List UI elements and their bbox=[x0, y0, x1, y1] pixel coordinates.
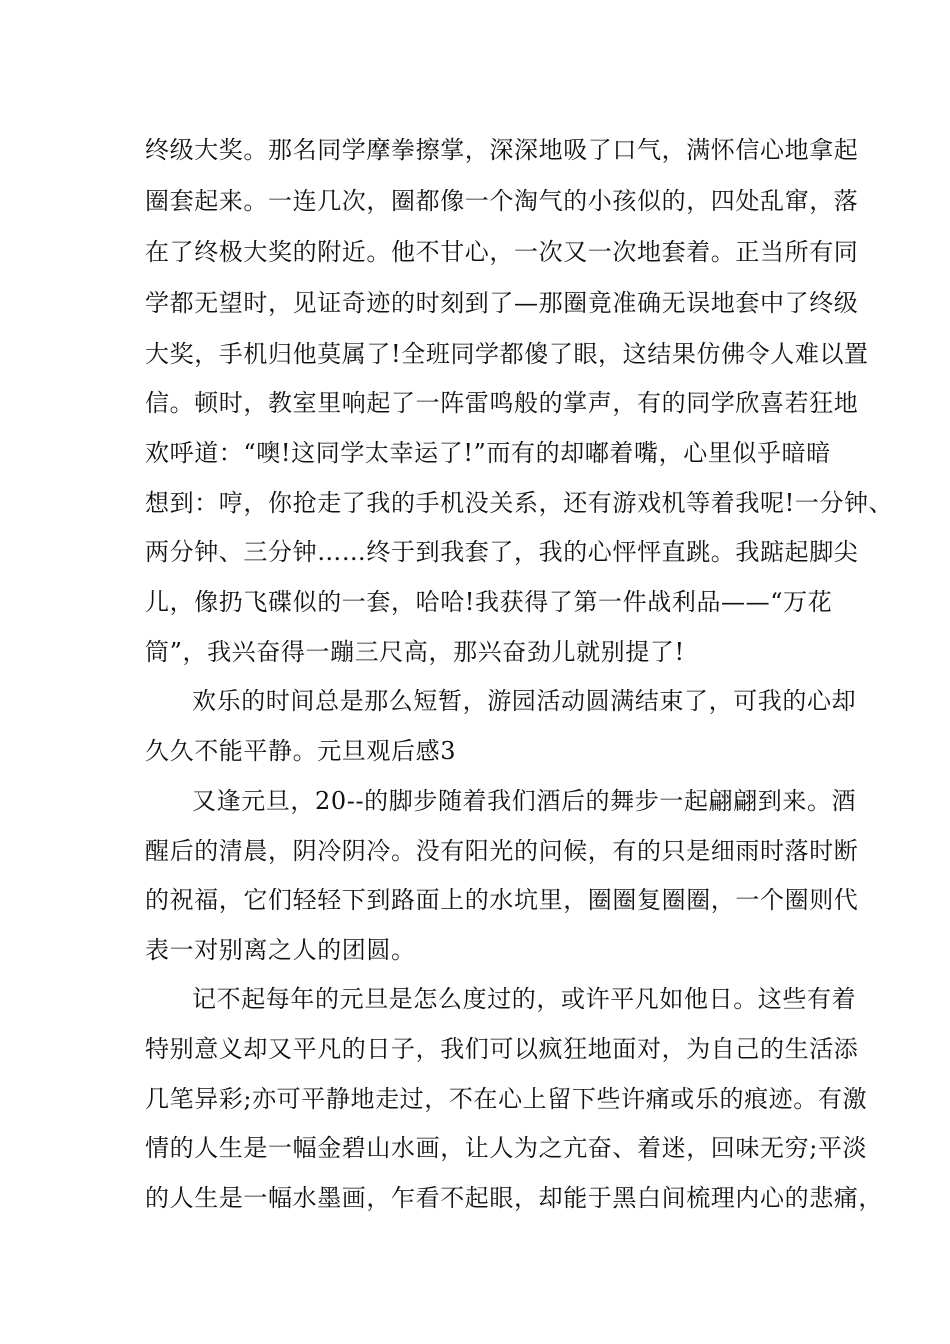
text-line: 在了终极大奖的附近。他不甘心，一次又一次地套着。正当所有同 bbox=[145, 238, 859, 266]
paragraph-first-line: 记不起每年的元旦是怎么度过的，或许平凡如他日。这些有着 bbox=[192, 985, 857, 1013]
text-line: 终级大奖。那名同学摩拳擦掌，深深地吸了口气，满怀信心地拿起 bbox=[145, 136, 859, 164]
text-line: 筒”，我兴奋得一蹦三尺高，那兴奋劲儿就别提了! bbox=[145, 638, 685, 666]
text-line: 情的人生是一幅金碧山水画，让人为之亢奋、着迷，回味无穷;平淡 bbox=[145, 1134, 868, 1162]
text-line: 学都无望时，见证奇迹的时刻到了—那圈竟准确无误地套中了终级 bbox=[145, 289, 859, 317]
text-line: 久久不能平静。元旦观后感3 bbox=[145, 737, 457, 765]
text-line: 的祝福，它们轻轻下到路面上的水坑里，圈圈复圈圈，一个圈则代 bbox=[145, 886, 859, 914]
paragraph-first-line: 又逢元旦，20--的脚步随着我们酒后的舞步一起翩翩到来。酒 bbox=[192, 787, 857, 815]
text-line: 的人生是一幅水墨画，乍看不起眼，却能于黑白间梳理内心的悲痛， bbox=[145, 1184, 883, 1212]
text-line: 圈套起来。一连几次，圈都像一个淘气的小孩似的，四处乱窜，落 bbox=[145, 187, 859, 215]
text-line: 几笔异彩;亦可平静地走过，不在心上留下些许痛或乐的痕迹。有激 bbox=[145, 1085, 868, 1113]
text-line: 醒后的清晨，阴冷阴冷。没有阳光的问候，有的只是细雨时落时断 bbox=[145, 837, 859, 865]
text-line: 欢呼道：“噢!这同学太幸运了!”而有的却嘟着嘴，心里似乎暗暗 bbox=[145, 439, 831, 467]
paragraph-first-line: 欢乐的时间总是那么短暂，游园活动圆满结束了，可我的心却 bbox=[192, 687, 857, 715]
text-line: 想到：哼，你抢走了我的手机没关系，还有游戏机等着我呢!一分钟、 bbox=[145, 489, 894, 517]
text-line: 表一对别离之人的团圆。 bbox=[145, 936, 416, 964]
text-line: 信。顿时，教室里响起了一阵雷鸣般的掌声，有的同学欣喜若狂地 bbox=[145, 389, 859, 417]
text-line: 儿，像扔飞碟似的一套，哈哈!我获得了第一件战利品——“万花 bbox=[145, 588, 833, 616]
text-line: 特别意义却又平凡的日子，我们可以疯狂地面对，为自己的生活添 bbox=[145, 1035, 859, 1063]
text-line: 大奖，手机归他莫属了!全班同学都傻了眼，这结果仿佛令人难以置 bbox=[145, 340, 869, 368]
text-line: 两分钟、三分钟……终于到我套了，我的心怦怦直跳。我踮起脚尖 bbox=[145, 538, 859, 566]
